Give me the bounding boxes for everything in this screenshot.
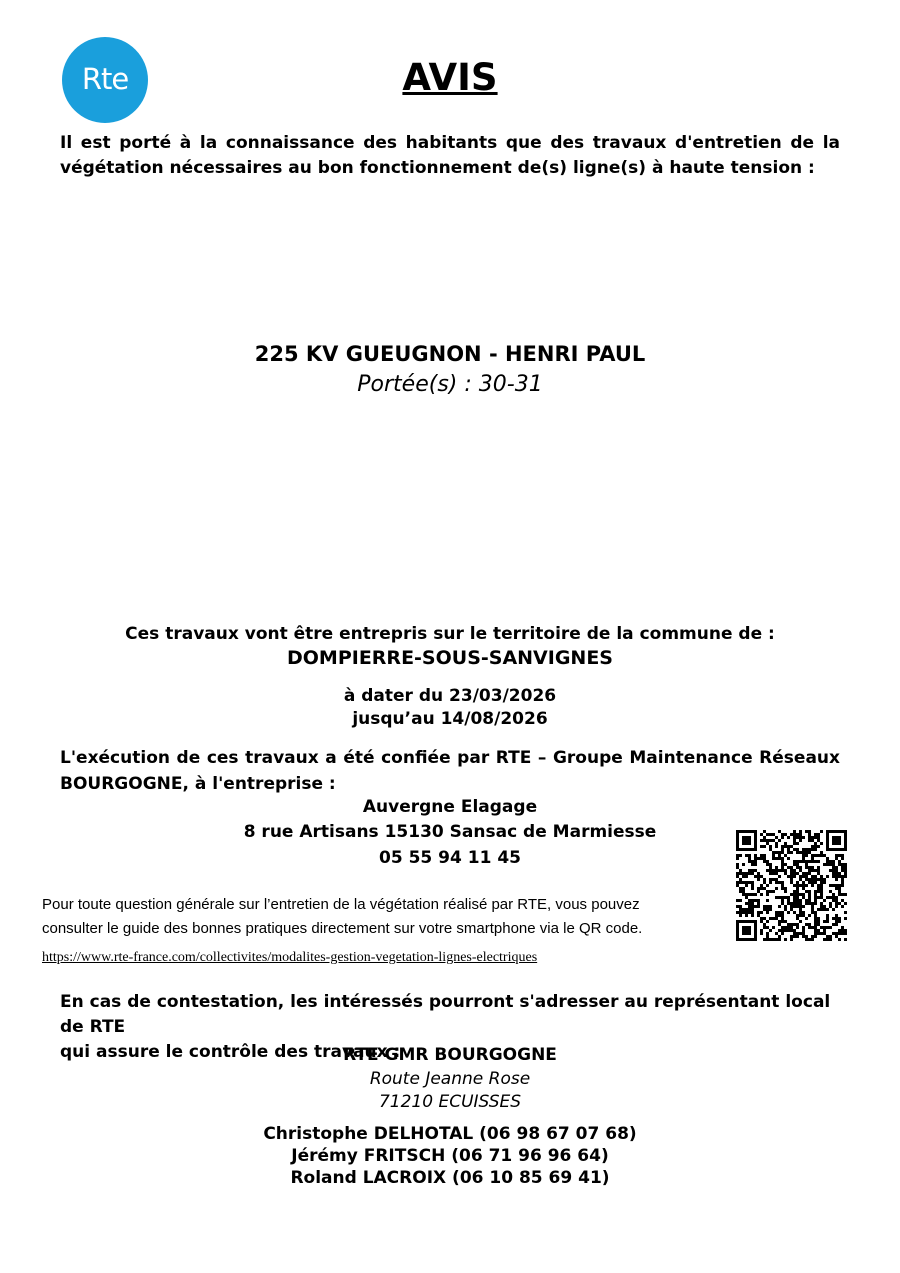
commune-name: DOMPIERRE-SOUS-SANVIGNES: [287, 647, 613, 669]
execution-paragraph: [60, 745, 840, 797]
contact-2: Jérémy FRITSCH (06 71 96 96 64): [291, 1146, 609, 1166]
end-date: jusqu’au 14/08/2026: [352, 709, 548, 729]
contestation-line-2: qui assure le contrôle des travaux :: [60, 1042, 401, 1062]
contractor-name: Auvergne Elagage: [362, 797, 538, 817]
qr-code[interactable]: [736, 830, 847, 941]
power-line-name: 225 KV GUEUGNON - HENRI PAUL: [254, 342, 646, 366]
representative-name: RTE GMR BOURGOGNE: [343, 1045, 557, 1065]
question-paragraph: [42, 893, 722, 941]
guide-link[interactable]: https://www.rte-france.com/collectivites/modalites-gestion-vegetation-lignes-electriques: [42, 950, 538, 965]
contestation-line-1: En cas de contestation, les intéressés pourront s'adresser au représentant local de RTE: [60, 992, 831, 1037]
contact-1: Christophe DELHOTAL (06 98 67 07 68): [263, 1124, 637, 1144]
power-line-spans: Portée(s) : 30-31: [357, 372, 543, 397]
rte-logo-text: Rte: [81, 62, 129, 96]
page-title: AVIS: [402, 56, 498, 99]
contractor-phone: 05 55 94 11 45: [379, 848, 521, 868]
execution-line-2: BOURGOGNE, à l'entreprise :: [60, 774, 336, 794]
intro-paragraph: [60, 131, 840, 181]
contact-3: Roland LACROIX (06 10 85 69 41): [290, 1168, 610, 1188]
intro-line-1: Il est porté à la connaissance des habitants que des travaux d'entretien de la: [60, 133, 840, 153]
contractor-address: 8 rue Artisans 15130 Sansac de Marmiesse: [243, 822, 657, 842]
execution-line-1: L'exécution de ces travaux a été confiée par RTE – Groupe Maintenance Réseaux: [60, 748, 840, 768]
question-line-2: consulter le guide des bonnes pratiques directement sur votre smartphone via le QR code.: [42, 920, 643, 937]
question-line-1: Pour toute question générale sur l’entretien de la végétation réalisé par RTE, vous pouvez: [42, 896, 640, 913]
start-date: à dater du 23/03/2026: [343, 686, 557, 706]
intro-line-2: végétation nécessaires au bon fonctionnement de(s) ligne(s) à haute tension :: [60, 158, 815, 178]
commune-intro: Ces travaux vont être entrepris sur le territoire de la commune de :: [125, 624, 775, 644]
representative-city: 71210 ECUISSES: [378, 1092, 522, 1112]
representative-street: Route Jeanne Rose: [369, 1069, 531, 1089]
